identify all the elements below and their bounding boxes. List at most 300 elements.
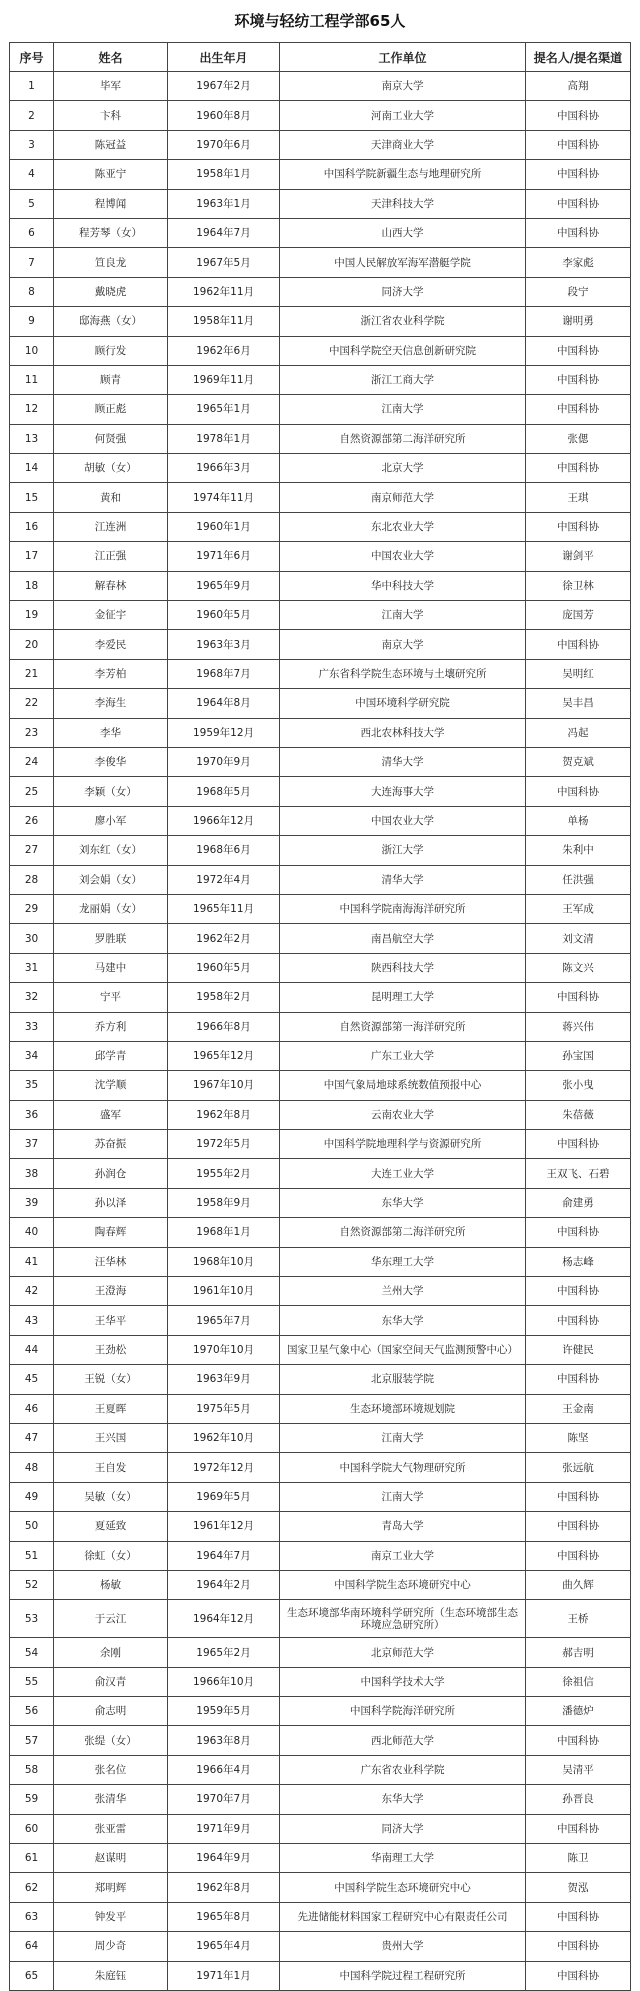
cell-birth: 1962年6月 <box>168 336 280 365</box>
cell-index: 23 <box>10 718 54 747</box>
cell-index: 10 <box>10 336 54 365</box>
table-row <box>10 248 631 277</box>
cell-employer: 中国气象局地球系统数值预报中心 <box>280 1071 526 1100</box>
cell-birth: 1962年8月 <box>168 1100 280 1129</box>
table-row <box>10 1932 631 1961</box>
cell-employer: 陕西科技大学 <box>280 953 526 982</box>
cell-birth: 1961年12月 <box>168 1512 280 1541</box>
cell-name: 朱庭钰 <box>54 1961 168 1990</box>
cell-birth: 1964年7月 <box>168 218 280 247</box>
cell-nominator: 贺泓 <box>526 1873 631 1902</box>
cell-employer: 广东省科学院生态环境与土壤研究所 <box>280 659 526 688</box>
cell-index: 61 <box>10 1844 54 1873</box>
cell-name: 郑明辉 <box>54 1873 168 1902</box>
cell-nominator: 王金南 <box>526 1394 631 1423</box>
table-row <box>10 1453 631 1482</box>
cell-index: 45 <box>10 1365 54 1394</box>
cell-index: 8 <box>10 277 54 306</box>
table-row <box>10 483 631 512</box>
cell-index: 38 <box>10 1159 54 1188</box>
table-row <box>10 1394 631 1423</box>
cell-index: 43 <box>10 1306 54 1335</box>
cell-nominator: 中国科协 <box>526 1130 631 1159</box>
cell-name: 余刚 <box>54 1638 168 1667</box>
cell-employer: 浙江省农业科学院 <box>280 307 526 336</box>
cell-name: 顾正彪 <box>54 395 168 424</box>
cell-name: 陈亚宁 <box>54 160 168 189</box>
cell-employer: 山西大学 <box>280 218 526 247</box>
cell-employer: 华东理工大学 <box>280 1247 526 1276</box>
cell-name: 孙润仓 <box>54 1159 168 1188</box>
cell-name: 俞志明 <box>54 1697 168 1726</box>
cell-employer: 广东工业大学 <box>280 1041 526 1070</box>
cell-nominator: 陈文兴 <box>526 953 631 982</box>
cell-index: 29 <box>10 894 54 923</box>
table-row <box>10 101 631 130</box>
cell-name: 解春林 <box>54 571 168 600</box>
cell-nominator: 徐祖信 <box>526 1667 631 1696</box>
cell-name: 王夏晖 <box>54 1394 168 1423</box>
table-row <box>10 512 631 541</box>
cell-index: 12 <box>10 395 54 424</box>
cell-birth: 1968年5月 <box>168 777 280 806</box>
cell-index: 13 <box>10 424 54 453</box>
table-row <box>10 218 631 247</box>
cell-nominator: 中国科协 <box>526 1218 631 1247</box>
header-birth: 出生年月 <box>168 43 280 72</box>
cell-birth: 1964年12月 <box>168 1600 280 1638</box>
cell-nominator: 张小曳 <box>526 1071 631 1100</box>
cell-nominator: 中国科协 <box>526 1961 631 1990</box>
cell-birth: 1971年9月 <box>168 1814 280 1843</box>
table-header-row <box>10 43 631 72</box>
cell-index: 42 <box>10 1277 54 1306</box>
cell-birth: 1967年10月 <box>168 1071 280 1100</box>
cell-name: 卞科 <box>54 101 168 130</box>
cell-employer: 中国人民解放军海军潜艇学院 <box>280 248 526 277</box>
table-row <box>10 1188 631 1217</box>
cell-name: 戴晓虎 <box>54 277 168 306</box>
cell-index: 60 <box>10 1814 54 1843</box>
cell-birth: 1968年1月 <box>168 1218 280 1247</box>
table-row <box>10 894 631 923</box>
cell-nominator: 曲久辉 <box>526 1570 631 1599</box>
cell-employer: 云南农业大学 <box>280 1100 526 1129</box>
cell-index: 49 <box>10 1482 54 1511</box>
cell-nominator: 陈卫 <box>526 1844 631 1873</box>
cell-employer: 北京师范大学 <box>280 1638 526 1667</box>
cell-birth: 1964年7月 <box>168 1541 280 1570</box>
cell-index: 54 <box>10 1638 54 1667</box>
cell-name: 李华 <box>54 718 168 747</box>
cell-name: 王兴国 <box>54 1423 168 1452</box>
cell-index: 44 <box>10 1335 54 1364</box>
cell-employer: 中国科学院地理科学与资源研究所 <box>280 1130 526 1159</box>
cell-name: 李芳柏 <box>54 659 168 688</box>
cell-name: 李俊华 <box>54 747 168 776</box>
table-row <box>10 1159 631 1188</box>
cell-nominator: 中国科协 <box>526 218 631 247</box>
table-row <box>10 1697 631 1726</box>
table-row <box>10 659 631 688</box>
cell-birth: 1965年2月 <box>168 1638 280 1667</box>
cell-name: 邸海燕（女） <box>54 307 168 336</box>
table-row <box>10 865 631 894</box>
cell-birth: 1964年2月 <box>168 1570 280 1599</box>
cell-nominator: 谢剑平 <box>526 542 631 571</box>
cell-birth: 1970年6月 <box>168 130 280 159</box>
cell-name: 周少奇 <box>54 1932 168 1961</box>
cell-index: 64 <box>10 1932 54 1961</box>
cell-index: 27 <box>10 836 54 865</box>
cell-employer: 昆明理工大学 <box>280 983 526 1012</box>
table-row <box>10 1012 631 1041</box>
cell-employer: 大连海事大学 <box>280 777 526 806</box>
cell-index: 32 <box>10 983 54 1012</box>
cell-name: 俞汉青 <box>54 1667 168 1696</box>
cell-employer: 浙江工商大学 <box>280 365 526 394</box>
table-row <box>10 1277 631 1306</box>
cell-nominator: 王琪 <box>526 483 631 512</box>
cell-name: 何贤强 <box>54 424 168 453</box>
cell-name: 张名位 <box>54 1755 168 1784</box>
cell-index: 59 <box>10 1785 54 1814</box>
cell-employer: 天津科技大学 <box>280 189 526 218</box>
table-row <box>10 1130 631 1159</box>
cell-nominator: 徐卫林 <box>526 571 631 600</box>
cell-birth: 1969年5月 <box>168 1482 280 1511</box>
cell-birth: 1959年5月 <box>168 1697 280 1726</box>
cell-name: 王自发 <box>54 1453 168 1482</box>
cell-nominator: 冯起 <box>526 718 631 747</box>
cell-index: 16 <box>10 512 54 541</box>
cell-employer: 中国科学院过程工程研究所 <box>280 1961 526 1990</box>
cell-employer: 江南大学 <box>280 601 526 630</box>
table-row <box>10 1512 631 1541</box>
cell-nominator: 中国科协 <box>526 1814 631 1843</box>
table-row <box>10 1873 631 1902</box>
cell-employer: 东北农业大学 <box>280 512 526 541</box>
cell-index: 41 <box>10 1247 54 1276</box>
cell-birth: 1961年10月 <box>168 1277 280 1306</box>
cell-nominator: 谢明勇 <box>526 307 631 336</box>
cell-name: 马建中 <box>54 953 168 982</box>
cell-index: 25 <box>10 777 54 806</box>
cell-nominator: 朱蓓薇 <box>526 1100 631 1129</box>
table-row <box>10 1335 631 1364</box>
cell-birth: 1966年4月 <box>168 1755 280 1784</box>
cell-name: 吴敏（女） <box>54 1482 168 1511</box>
cell-nominator: 吴明红 <box>526 659 631 688</box>
cell-employer: 广东省农业科学院 <box>280 1755 526 1784</box>
cell-nominator: 中国科协 <box>526 1306 631 1335</box>
cell-birth: 1963年3月 <box>168 630 280 659</box>
cell-index: 20 <box>10 630 54 659</box>
cell-birth: 1963年1月 <box>168 189 280 218</box>
cell-nominator: 王军成 <box>526 894 631 923</box>
cell-employer: 中国科学院南海海洋研究所 <box>280 894 526 923</box>
cell-name: 李海生 <box>54 689 168 718</box>
cell-employer: 南京大学 <box>280 72 526 101</box>
table-row <box>10 836 631 865</box>
header-name: 姓名 <box>54 43 168 72</box>
cell-index: 62 <box>10 1873 54 1902</box>
cell-nominator: 中国科协 <box>526 1902 631 1931</box>
cell-employer: 东华大学 <box>280 1188 526 1217</box>
cell-index: 22 <box>10 689 54 718</box>
header-nominator: 提名人/提名渠道 <box>526 43 631 72</box>
cell-nominator: 中国科协 <box>526 1277 631 1306</box>
table-row <box>10 542 631 571</box>
cell-birth: 1958年11月 <box>168 307 280 336</box>
table-row <box>10 953 631 982</box>
cell-nominator: 刘文清 <box>526 924 631 953</box>
cell-employer: 中国科学技术大学 <box>280 1667 526 1696</box>
cell-nominator: 中国科协 <box>526 395 631 424</box>
cell-name: 刘东红（女） <box>54 836 168 865</box>
cell-index: 1 <box>10 72 54 101</box>
cell-employer: 北京大学 <box>280 454 526 483</box>
table-row <box>10 395 631 424</box>
cell-index: 24 <box>10 747 54 776</box>
cell-nominator: 中国科协 <box>526 189 631 218</box>
cell-employer: 生态环境部华南环境科学研究所（生态环境部生态环境应急研究所） <box>280 1600 526 1638</box>
cell-name: 李爱民 <box>54 630 168 659</box>
cell-index: 17 <box>10 542 54 571</box>
cell-birth: 1960年8月 <box>168 101 280 130</box>
cell-nominator: 杨志峰 <box>526 1247 631 1276</box>
cell-nominator: 潘德炉 <box>526 1697 631 1726</box>
cell-nominator: 庞国芳 <box>526 601 631 630</box>
cell-index: 14 <box>10 454 54 483</box>
cell-index: 47 <box>10 1423 54 1452</box>
cell-employer: 中国科学院生态环境研究中心 <box>280 1873 526 1902</box>
table-row <box>10 601 631 630</box>
table-row <box>10 1755 631 1784</box>
table-row <box>10 1247 631 1276</box>
cell-birth: 1972年4月 <box>168 865 280 894</box>
cell-index: 39 <box>10 1188 54 1217</box>
cell-birth: 1969年11月 <box>168 365 280 394</box>
cell-employer: 清华大学 <box>280 865 526 894</box>
table-row <box>10 924 631 953</box>
cell-employer: 青岛大学 <box>280 1512 526 1541</box>
cell-nominator: 陈坚 <box>526 1423 631 1452</box>
cell-nominator: 中国科协 <box>526 512 631 541</box>
cell-birth: 1965年11月 <box>168 894 280 923</box>
cell-employer: 清华大学 <box>280 747 526 776</box>
cell-name: 江连洲 <box>54 512 168 541</box>
table-row <box>10 1570 631 1599</box>
cell-birth: 1966年3月 <box>168 454 280 483</box>
cell-index: 5 <box>10 189 54 218</box>
cell-nominator: 孙宝国 <box>526 1041 631 1070</box>
cell-birth: 1955年2月 <box>168 1159 280 1188</box>
cell-employer: 生态环境部环境规划院 <box>280 1394 526 1423</box>
cell-nominator: 中国科协 <box>526 160 631 189</box>
cell-nominator: 中国科协 <box>526 630 631 659</box>
cell-employer: 东华大学 <box>280 1306 526 1335</box>
page-title: 环境与轻纺工程学部65人 <box>234 12 406 30</box>
table-row <box>10 307 631 336</box>
cell-index: 4 <box>10 160 54 189</box>
table-row <box>10 1844 631 1873</box>
cell-name: 顾行发 <box>54 336 168 365</box>
cell-employer: 大连工业大学 <box>280 1159 526 1188</box>
cell-index: 2 <box>10 101 54 130</box>
cell-name: 程博闻 <box>54 189 168 218</box>
cell-index: 40 <box>10 1218 54 1247</box>
cell-name: 笪良龙 <box>54 248 168 277</box>
cell-employer: 中国农业大学 <box>280 806 526 835</box>
cell-name: 杨敏 <box>54 1570 168 1599</box>
cell-birth: 1965年12月 <box>168 1041 280 1070</box>
cell-birth: 1962年8月 <box>168 1873 280 1902</box>
table-row <box>10 189 631 218</box>
cell-nominator: 李家彪 <box>526 248 631 277</box>
cell-birth: 1972年5月 <box>168 1130 280 1159</box>
cell-index: 63 <box>10 1902 54 1931</box>
cell-nominator: 蒋兴伟 <box>526 1012 631 1041</box>
cell-employer: 同济大学 <box>280 1814 526 1843</box>
cell-birth: 1965年7月 <box>168 1306 280 1335</box>
cell-birth: 1972年12月 <box>168 1453 280 1482</box>
cell-nominator: 许健民 <box>526 1335 631 1364</box>
cell-birth: 1978年1月 <box>168 424 280 453</box>
cell-birth: 1965年1月 <box>168 395 280 424</box>
cell-employer: 河南工业大学 <box>280 101 526 130</box>
cell-nominator: 王桥 <box>526 1600 631 1638</box>
cell-employer: 中国科学院海洋研究所 <box>280 1697 526 1726</box>
cell-employer: 中国科学院生态环境研究中心 <box>280 1570 526 1599</box>
cell-index: 18 <box>10 571 54 600</box>
table-row <box>10 689 631 718</box>
cell-name: 程芳琴（女） <box>54 218 168 247</box>
cell-birth: 1970年9月 <box>168 747 280 776</box>
cell-index: 28 <box>10 865 54 894</box>
cell-employer: 南京工业大学 <box>280 1541 526 1570</box>
table-row <box>10 1100 631 1129</box>
cell-index: 36 <box>10 1100 54 1129</box>
cell-employer: 贵州大学 <box>280 1932 526 1961</box>
table-row <box>10 630 631 659</box>
cell-index: 48 <box>10 1453 54 1482</box>
table-row <box>10 336 631 365</box>
cell-nominator: 中国科协 <box>526 130 631 159</box>
cell-birth: 1968年7月 <box>168 659 280 688</box>
cell-birth: 1962年10月 <box>168 1423 280 1452</box>
cell-birth: 1970年7月 <box>168 1785 280 1814</box>
cell-name: 黄和 <box>54 483 168 512</box>
cell-nominator: 王双飞、石碧 <box>526 1159 631 1188</box>
table-row <box>10 1961 631 1990</box>
nominee-table <box>9 42 631 1991</box>
table-row <box>10 130 631 159</box>
cell-employer: 天津商业大学 <box>280 130 526 159</box>
cell-name: 夏延致 <box>54 1512 168 1541</box>
cell-index: 58 <box>10 1755 54 1784</box>
cell-birth: 1971年1月 <box>168 1961 280 1990</box>
table-row <box>10 571 631 600</box>
cell-birth: 1958年2月 <box>168 983 280 1012</box>
cell-index: 30 <box>10 924 54 953</box>
cell-employer: 北京服装学院 <box>280 1365 526 1394</box>
table-row <box>10 1541 631 1570</box>
table-row <box>10 1218 631 1247</box>
cell-employer: 南京师范大学 <box>280 483 526 512</box>
cell-employer: 东华大学 <box>280 1785 526 1814</box>
cell-birth: 1971年6月 <box>168 542 280 571</box>
cell-birth: 1959年12月 <box>168 718 280 747</box>
cell-employer: 先进储能材料国家工程研究中心有限责任公司 <box>280 1902 526 1931</box>
cell-name: 乔方利 <box>54 1012 168 1041</box>
cell-name: 于云江 <box>54 1600 168 1638</box>
cell-employer: 江南大学 <box>280 395 526 424</box>
cell-name: 陶春辉 <box>54 1218 168 1247</box>
cell-name: 盛军 <box>54 1100 168 1129</box>
table-row <box>10 1365 631 1394</box>
cell-name: 邱学青 <box>54 1041 168 1070</box>
cell-birth: 1960年1月 <box>168 512 280 541</box>
cell-nominator: 任洪强 <box>526 865 631 894</box>
table-row <box>10 365 631 394</box>
cell-birth: 1966年10月 <box>168 1667 280 1696</box>
cell-birth: 1963年9月 <box>168 1365 280 1394</box>
cell-birth: 1960年5月 <box>168 953 280 982</box>
table-row <box>10 1902 631 1931</box>
cell-nominator: 中国科协 <box>526 1365 631 1394</box>
cell-nominator: 中国科协 <box>526 454 631 483</box>
table-row <box>10 983 631 1012</box>
table-row <box>10 806 631 835</box>
cell-name: 廖小军 <box>54 806 168 835</box>
cell-nominator: 中国科协 <box>526 336 631 365</box>
cell-employer: 自然资源部第一海洋研究所 <box>280 1012 526 1041</box>
cell-nominator: 中国科协 <box>526 1541 631 1570</box>
cell-employer: 中国科学院空天信息创新研究院 <box>280 336 526 365</box>
table-row <box>10 160 631 189</box>
cell-name: 王劲松 <box>54 1335 168 1364</box>
header-employer: 工作单位 <box>280 43 526 72</box>
cell-name: 张亚雷 <box>54 1814 168 1843</box>
cell-employer: 江南大学 <box>280 1482 526 1511</box>
cell-name: 张清华 <box>54 1785 168 1814</box>
cell-nominator: 单杨 <box>526 806 631 835</box>
cell-index: 52 <box>10 1570 54 1599</box>
cell-index: 3 <box>10 130 54 159</box>
cell-employer: 中国环境科学研究院 <box>280 689 526 718</box>
cell-name: 金征宇 <box>54 601 168 630</box>
cell-index: 51 <box>10 1541 54 1570</box>
cell-index: 31 <box>10 953 54 982</box>
cell-nominator: 段宁 <box>526 277 631 306</box>
cell-nominator: 贺克斌 <box>526 747 631 776</box>
cell-nominator: 吴清平 <box>526 1755 631 1784</box>
cell-employer: 同济大学 <box>280 277 526 306</box>
cell-index: 57 <box>10 1726 54 1755</box>
table-row <box>10 718 631 747</box>
cell-employer: 中国农业大学 <box>280 542 526 571</box>
table-row <box>10 1726 631 1755</box>
cell-name: 孙以泽 <box>54 1188 168 1217</box>
table-row <box>10 777 631 806</box>
cell-employer: 西北师范大学 <box>280 1726 526 1755</box>
cell-index: 50 <box>10 1512 54 1541</box>
cell-birth: 1965年8月 <box>168 1902 280 1931</box>
cell-index: 6 <box>10 218 54 247</box>
cell-nominator: 郝吉明 <box>526 1638 631 1667</box>
cell-index: 46 <box>10 1394 54 1423</box>
